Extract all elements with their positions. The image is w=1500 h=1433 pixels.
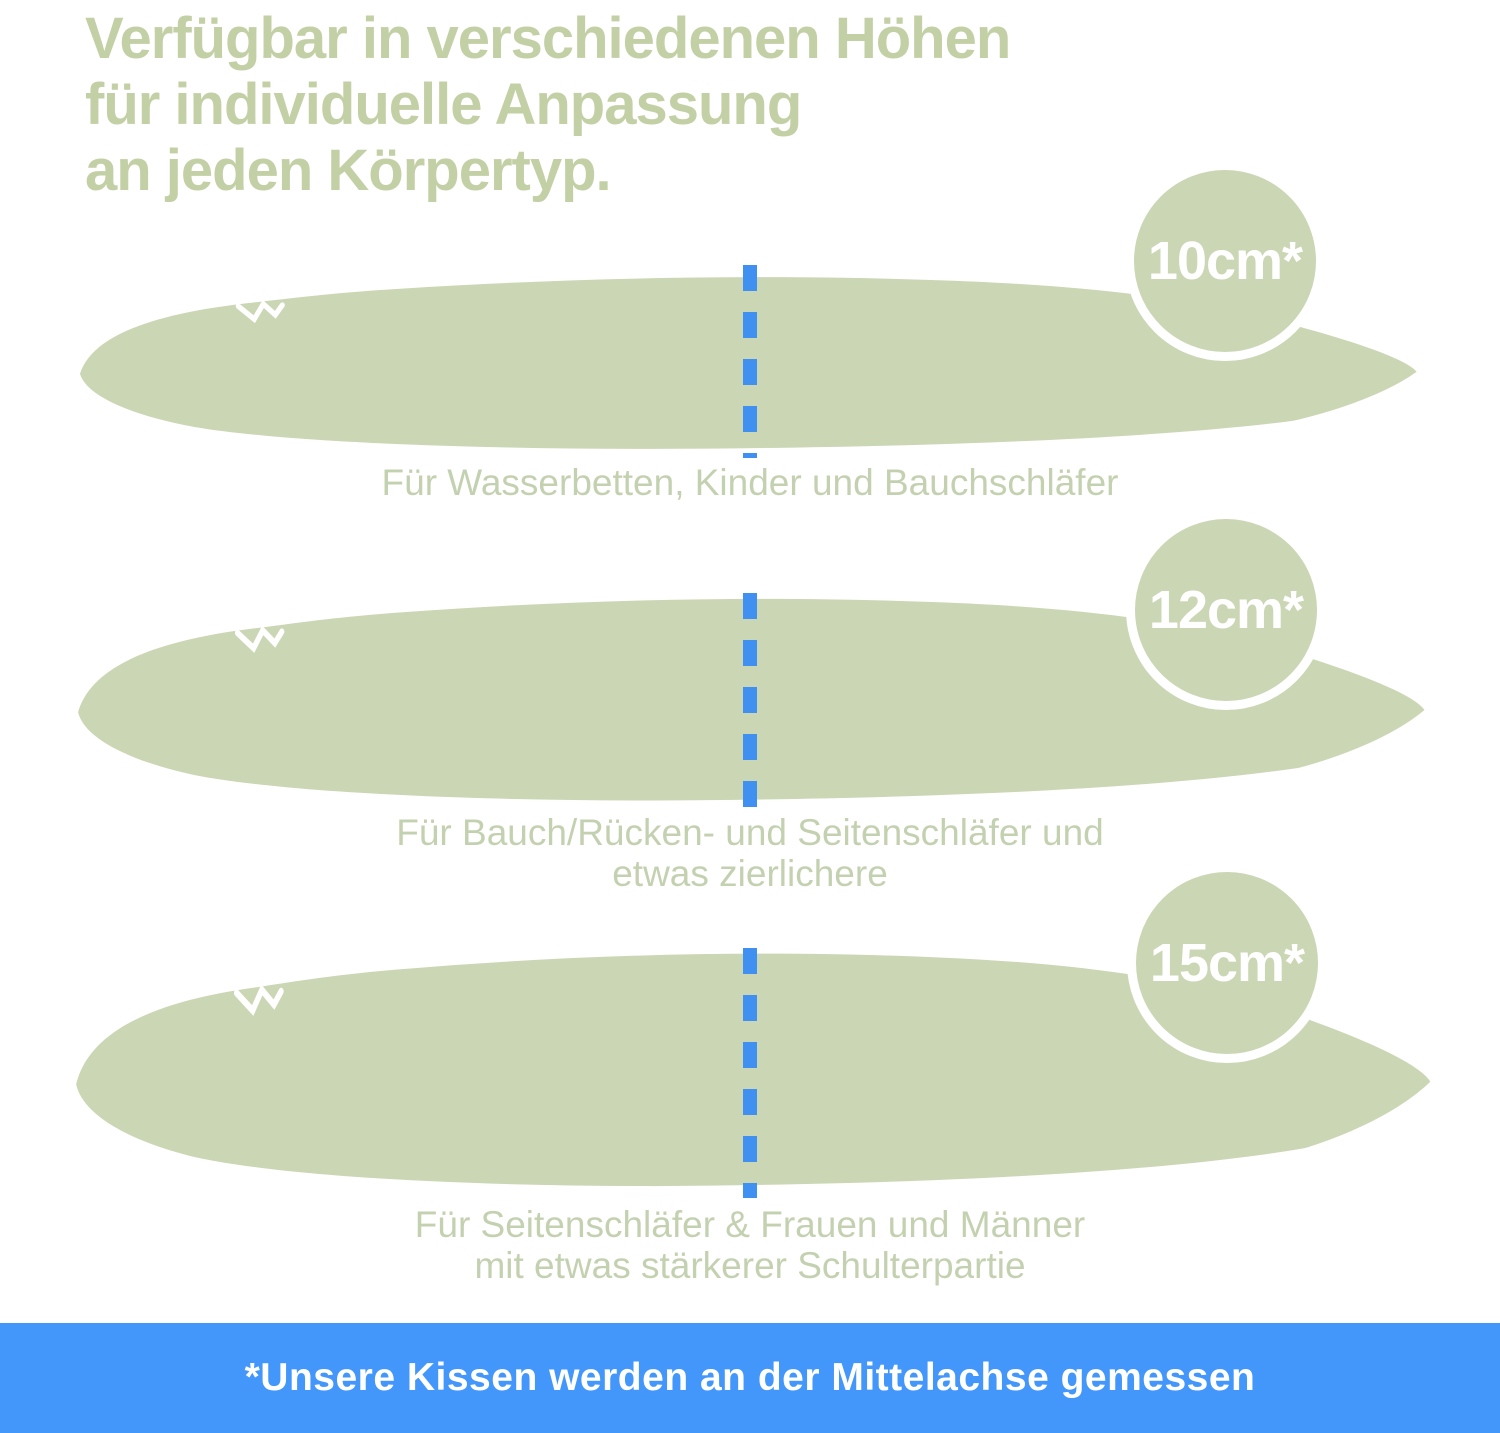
height-badge-label-12cm: 12cm* bbox=[1148, 580, 1304, 640]
pillow-caption-15cm bbox=[0, 1204, 1500, 1286]
pillow-caption-10cm bbox=[0, 462, 1500, 503]
page-title-line-2: für individuelle Anpassung bbox=[85, 72, 802, 137]
pillow-caption-15cm-line-2: mit etwas stärkerer Schulterpartie bbox=[474, 1245, 1026, 1286]
footer-bar bbox=[0, 1323, 1500, 1433]
center-axis-dashed-line-10cm bbox=[743, 265, 757, 458]
height-badge-label-15cm: 15cm* bbox=[1149, 933, 1305, 993]
page-title bbox=[85, 6, 1235, 204]
page-title-line-1: Verfügbar in verschiedenen Höhen bbox=[85, 6, 1011, 71]
center-axis-dashed-line-15cm bbox=[743, 948, 757, 1198]
footer-note: *Unsere Kissen werden an der Mittelachse gemessen bbox=[244, 1356, 1256, 1399]
page-title-line-3: an jeden Körpertyp. bbox=[85, 138, 611, 203]
height-badge-12cm bbox=[1126, 510, 1326, 710]
height-badge-15cm bbox=[1127, 863, 1327, 1063]
height-badge-10cm bbox=[1125, 161, 1325, 361]
pillow-caption-12cm-line-1: Für Bauch/Rücken- und Seitenschläfer und bbox=[396, 812, 1104, 853]
center-axis-dashed-line-12cm bbox=[743, 593, 757, 808]
height-badge-label-10cm: 10cm* bbox=[1147, 231, 1303, 291]
pillow-caption-10cm-line-1: Für Wasserbetten, Kinder und Bauchschläfer bbox=[381, 462, 1119, 503]
pillow-caption-15cm-line-1: Für Seitenschläfer & Frauen und Männer bbox=[414, 1204, 1086, 1245]
pillow-caption-12cm-line-2: etwas zierlichere bbox=[612, 853, 888, 894]
